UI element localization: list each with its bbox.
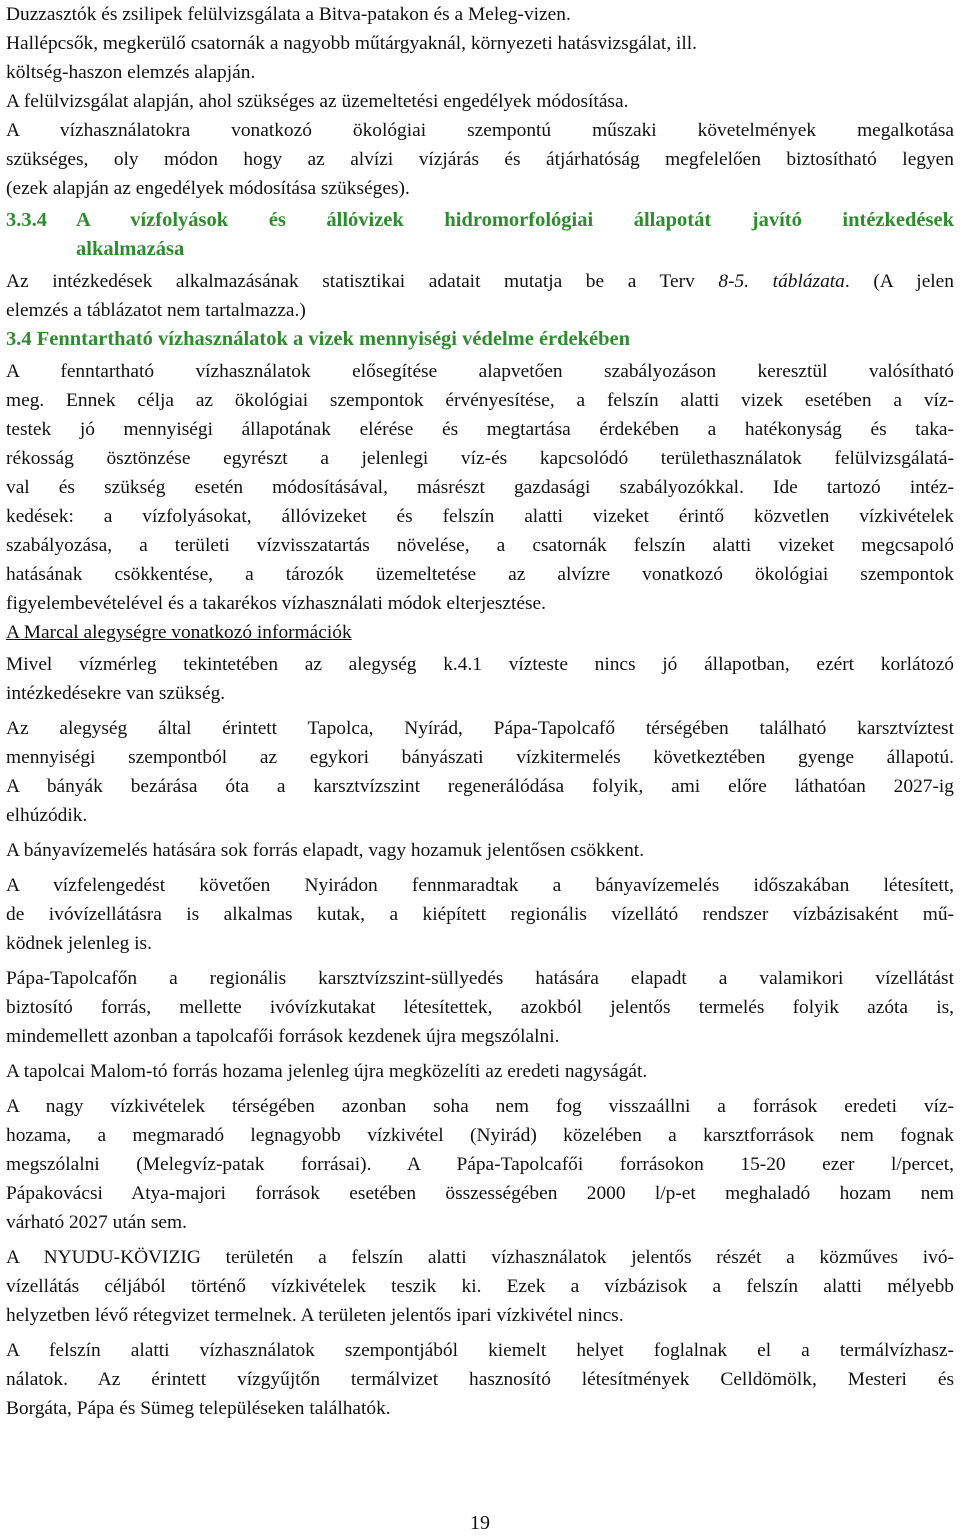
subheading-marcal: A Marcal alegységre vonatkozó információk xyxy=(6,622,352,643)
text-line: Az alegység által érintett Tapolca, Nyírád, Pápa-Tapolcafő térségében található karsztvíztest xyxy=(6,718,954,739)
text-line: A fenntartható vízhasználatok elősegítése alapvetően szabályozáson keresztül valósítható xyxy=(6,361,954,382)
section-title xyxy=(76,206,954,264)
paragraph-ecological-requirements xyxy=(6,116,954,203)
text-line: A tapolcai Malom-tó forrás hozama jelenleg újra megközelíti az eredeti nagyságát. xyxy=(6,1061,648,1082)
text-line: szabályozása, a területi vízvisszatartás növelése, a csatornák felszín alatti vizeket megcsapoló xyxy=(6,535,954,556)
text-line: de ivóvízellátásra is alkalmas kutak, a kiépített regionális vízellátó rendszer vízbázisaként mű- xyxy=(6,904,954,925)
text-line: A nagy vízkivételek térségében azonban soha nem fog visszaállni a források eredeti víz- xyxy=(6,1096,954,1117)
text-line: Hallépcsők, megkerülő csatornák a nagyobb műtárgyaknál, környezeti hatásvizsgálat, ill. xyxy=(6,33,698,54)
text-line: Borgáta, Pápa és Sümeg településeken találhatók. xyxy=(6,1398,391,1419)
table-reference: 8-5. táblázata xyxy=(718,271,845,292)
text-line: elemzés a táblázatot nem tartalmazza.) xyxy=(6,300,306,321)
text-run: . (A jelen xyxy=(844,271,954,292)
text-line: testek jó mennyiségi állapotának elérése és megtartása érdekében a hatékonyság és taka- xyxy=(6,419,954,440)
paragraph-malom-to xyxy=(6,1057,954,1086)
text-run: Az intézkedések alkalmazásának statisztikai adatait mutatja be a Terv xyxy=(6,271,719,292)
paragraph-sustainable-use xyxy=(6,357,954,618)
text-line: költség-haszon elemzés alapján. xyxy=(6,62,256,83)
text-line: val és szükség esetén módosításával, másrészt gazdasági szabályozókkal. Ide tartozó intéz- xyxy=(6,477,954,498)
text-line: A vízfelengedést követően Nyirádon fennmaradtak a bányavízemelés időszakában létesített, xyxy=(6,875,954,896)
text-line: nálatok. Az érintett vízgyűjtőn termálvizet hasznosító létesítmények Celldömölk, Mesteri és xyxy=(6,1369,954,1390)
document-page xyxy=(6,0,954,1423)
section-heading-3-3-4 xyxy=(6,206,954,264)
text-line: A felszín alatti vízhasználatok szempontjából kiemelt helyet foglalnak el a termálvízhasz- xyxy=(6,1340,954,1361)
text-line: vízellátás céljából történő vízkivételek teszik ki. Ezek a vízbázisok a felszín alatti mélyebb xyxy=(6,1276,954,1297)
paragraph-large-abstractions xyxy=(6,1092,954,1237)
title-line: alkalmazása xyxy=(76,238,185,260)
paragraph-papa-tapolcafo xyxy=(6,964,954,1051)
text-line: Pápa-Tapolcafőn a regionális karsztvízszint-süllyedés hatására elapadt a valamikori vízellátást xyxy=(6,968,954,989)
text-line: rékosság ösztönzése egyrészt a jelenlegi víz-és kapcsolódó területhasználatok felülvizsgálatá- xyxy=(6,448,954,469)
text-line: meg. Ennek célja az ökológiai szempontok érvényesítése, a felszín alatti vizek esetében a víz- xyxy=(6,390,954,411)
paragraph-water-balance xyxy=(6,650,954,708)
text-line: elhúzódik. xyxy=(6,805,88,826)
text-line: hatásának csökkentése, a tározók üzemeltetése az alvízre vonatkozó ökológiai szempontok xyxy=(6,564,954,585)
text-line xyxy=(6,267,954,296)
text-line: Pápakovácsi Atya-majori források esetében összességében 2000 l/p-et meghaladó hozam nem xyxy=(6,1183,954,1204)
paragraph-nyudu-kovizig xyxy=(6,1243,954,1330)
text-line: A bányák bezárása óta a karsztvízszint regenerálódása folyik, ami előre láthatóan 2027-ig xyxy=(6,776,954,797)
text-line: ködnek jelenleg is. xyxy=(6,933,152,954)
text-line: (ezek alapján az engedélyek módosítása szükséges). xyxy=(6,178,410,199)
text-line: A vízhasználatokra vonatkozó ökológiai szempontú műszaki követelmények megalkotása xyxy=(6,120,954,141)
text-line: Duzzasztók és zsilipek felülvizsgálata a Bitva-patakon és a Meleg-vizen. xyxy=(6,4,571,25)
paragraph-thermal-water xyxy=(6,1336,954,1423)
text-line: hozama, a megmaradó legnagyobb vízkivétel (Nyirád) közelében a karsztforrások nem fognak xyxy=(6,1125,954,1146)
text-line: megszólalni (Melegvíz-patak forrásai). A Pápa-Tapolcafői forrásokon 15-20 ezer l/percet, xyxy=(6,1154,954,1175)
text-line: mindemellett azonban a tapolcafői források kezdenek újra megszólalni. xyxy=(6,1026,560,1047)
paragraph-nyirad xyxy=(6,871,954,958)
text-line: helyzetben lévő rétegvizet termelnek. A területen jelentős ipari vízkivétel nincs. xyxy=(6,1305,624,1326)
section-number: 3.3.4 xyxy=(6,209,47,231)
measures-list xyxy=(6,0,954,116)
text-line: biztosító forrás, mellette ivóvízkutakat létesítettek, azokból jelentős termelés folyik azóta is, xyxy=(6,997,954,1018)
text-line: A felülvizsgálat alapján, ahol szükséges az üzemeltetési engedélyek módosítása. xyxy=(6,91,629,112)
paragraph-mine-pumping xyxy=(6,836,954,865)
text-line: várható 2027 után sem. xyxy=(6,1212,187,1233)
text-line: figyelembevételével és a takarékos vízhasználati módok elterjesztése. xyxy=(6,593,547,614)
text-line: A bányavízemelés hatására sok forrás elapadt, vagy hozamuk jelentősen csökkent. xyxy=(6,840,645,861)
section-title: Fenntartható vízhasználatok a vizek mennyiségi védelme érdekében xyxy=(31,328,631,350)
paragraph-tapolca xyxy=(6,714,954,830)
text-line: Mivel vízmérleg tekintetében az alegység k.4.1 vízteste nincs jó állapotban, ezért korlátozó xyxy=(6,654,954,675)
text-line: mennyiségi szempontból az egykori bányászati vízkitermelés következtében gyenge állapotú. xyxy=(6,747,954,768)
page-number: 19 xyxy=(470,1512,490,1534)
paragraph-statistics xyxy=(6,267,954,325)
title-line: A vízfolyások és állóvizek hidromorfológiai állapotát javító intézkedések xyxy=(76,209,954,231)
section-heading-3-4 xyxy=(6,325,954,354)
text-line: szükséges, oly módon hogy az alvízi vízjárás és átjárhatóság megfelelően biztosítható legyen xyxy=(6,149,954,170)
text-line: A NYUDU-KÖVIZIG területén a felszín alatti vízhasználatok jelentős részét a közműves ivó- xyxy=(6,1247,954,1268)
section-number: 3.4 xyxy=(6,328,32,350)
text-line: intézkedésekre van szükség. xyxy=(6,683,226,704)
text-line: kedések: a vízfolyásokat, állóvizeket és felszín alatti vizeket érintő közvetlen vízkivételek xyxy=(6,506,954,527)
